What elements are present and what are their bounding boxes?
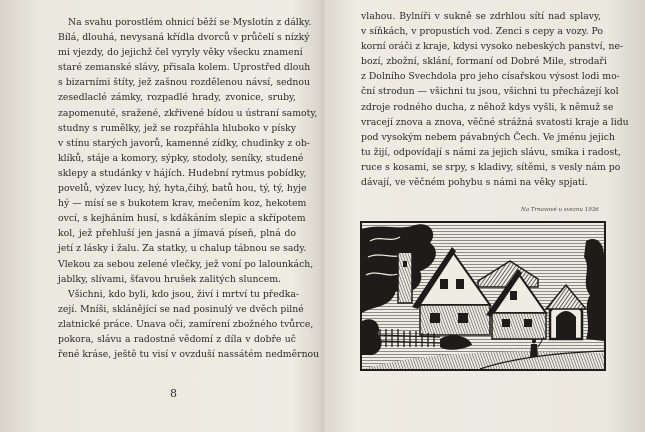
text-line: v síňkách, v propustích vod. Zenci s cepy a vozy. Po <box>361 26 604 38</box>
text-line: řené kráse, ještě tu visí v ovzduší nassátém nedměrnou <box>58 349 320 361</box>
text-line: hý — mísí se s bukotem krav, mečením koz, hekotem <box>58 198 307 210</box>
text-line: bozí, zbožní, sklání, formaní od Dobré Mile, strodaři <box>361 56 607 68</box>
text-line: ruce s kosami, se srpy, s kladivy, sítěmi, s vesly nám po <box>361 161 621 173</box>
text-line: klíků, stáje a komory, sýpky, stodoly, seníky, studené <box>58 152 304 164</box>
text-line: korní oráči z kraje, kdysi vysoko nebeských panství, ne- <box>361 41 624 53</box>
text-line: pod vysokým nebem pávabných Čech. Ve jménu jejich <box>361 131 615 143</box>
text-line: ční strodun — všichni tu jsou, všichni tu přecházejí kol <box>361 86 619 98</box>
left-page-text <box>58 15 320 362</box>
text-line: jablky, slívami, šťavou hrušek zalitých sluncem. <box>58 273 281 285</box>
text-line: vlahou. Bylníři v sukně se zdrhlou sítí nad splavy, <box>361 11 601 22</box>
text-line: povelů, výzev lucy, hý, hyta,čihý, batů hou, tý, tý, hyje <box>58 183 307 195</box>
text-line: studny s rumělky, jež se rozpřáhla hluboko v písky <box>58 122 296 134</box>
text-line: mi vjezdy, do jejichž čel vyryly věky všecku znamení <box>58 47 303 59</box>
text-line: staré zemanské slávy, přisala kolem. Uprostřed dlouh <box>58 62 311 74</box>
text-line: v stínu starých javorů, kamenné zídky, chudinky z ob- <box>58 137 310 149</box>
text-line: pokora, slávu a radostné vědomí z díla v dobře uč <box>58 333 296 345</box>
text-line: dávají, ve věčném pohybu s námi na věky spjatí. <box>361 177 588 189</box>
text-line: zlatnické práce. Unava oči, zamírení zbožného tvůrce, <box>58 318 314 330</box>
text-line: ovcí, s kejháním husí, s kdákáním slepic a skřípotem <box>58 213 306 225</box>
text-line: sklepy a studánky v hájích. Hudební rytmus pobídky, <box>58 167 307 179</box>
left-page <box>0 0 322 432</box>
text-line: Vlekou za sebou zelené vlečky, jež voní po lalounkách, <box>58 258 314 270</box>
text-line: zapomenuté, sražené, zkřivené bídou u ústraní samoty, <box>58 107 318 119</box>
illustration-credit: Na Trnavové u sveznu 1936 <box>521 207 599 213</box>
text-line: zesedlaclé zámky, rozpadlé hrady, zvonice, sruby, <box>58 92 296 104</box>
text-line: s bizarními štíty, jež zašnou rozdělenou návsí, sednou <box>58 77 310 89</box>
text-line: zdroje rodného ducha, z něhož kdys vyšli, k němuž se <box>361 101 614 113</box>
text-line: tu žijí, odpovídají s námi za jejich slávu, smíka i radost, <box>361 146 621 158</box>
text-line: kol, jež přehluší jen jasná a jímavá píseň, plná do <box>58 228 296 240</box>
text-line: Na svahu porostlém ohnicí běží se Myslotín z dálky. <box>68 17 312 28</box>
text-line: zejí. Mníši, sklánějící se nad posinulý ve dvěch pilné <box>58 303 304 315</box>
village-woodcut-illustration <box>360 221 606 371</box>
text-line: Všichni, kdo byli, kdo jsou, živí i mrtví tu předka- <box>68 288 300 300</box>
text-line: jetí z lásky i žalu. Za statky, u chalup tábnou se sady. <box>58 243 307 255</box>
text-line: vracejí znova a znova, věčné strážná svatosti kraje a lidu <box>361 116 629 128</box>
text-line: z Dolního Svechdola pro jeho císařskou výsost lodi mo- <box>361 71 620 83</box>
right-page-text <box>361 9 629 190</box>
text-line: Bílá, dlouhá, nevysaná křídla dvorců v průčelí s nízký <box>58 32 310 44</box>
right-page <box>323 0 645 432</box>
page-number: 8 <box>170 387 177 400</box>
